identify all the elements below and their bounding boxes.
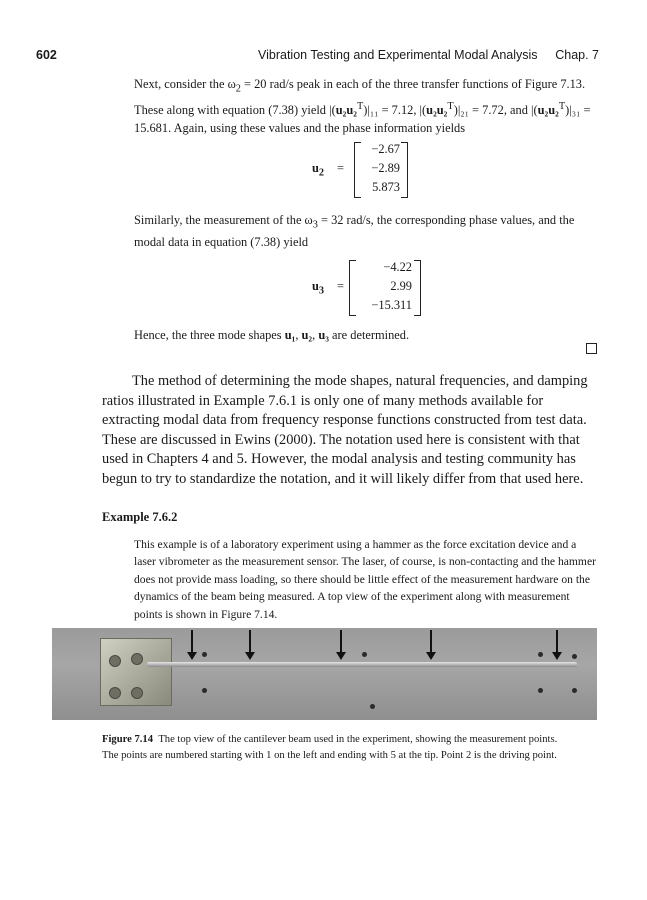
mounting-hole: [538, 652, 543, 657]
similarly-paragraph: Similarly, the measurement of the $\omega_3 = 32$ rad/s, the corresponding phase values, and the modal data in equation (7.38) yield: [134, 213, 575, 249]
mounting-hole: [572, 654, 577, 659]
example-continuation-paragraph: Next, consider the $\omega_2 = 20$ rad/s peak in each of the three transfer functions of Figure 7.13. These along with equation (7.38) yield |(u₂u₂$^T$)|₁₁ = 7.12, |(u₂u₂$^T$)|₂₁ = 7.72, and |(u₂u₂$^T$)|₃₁ = 15.681. Again, using these values and the phase information yields: [134, 77, 591, 135]
matrix-u3-entry-2: 2.99: [390, 279, 412, 293]
clamp-bolt: [109, 687, 121, 699]
mounting-hole: [362, 652, 367, 657]
mounting-hole: [572, 688, 577, 693]
clamp-bolt: [131, 653, 143, 665]
example-body: This example is of a laboratory experiment using a hammer as the force excitation device and a laser vibrometer as the measurement sensor. The laser, of course, is non-contacting and the hammer does not provide mass loading, so there should be little effect of the measurement hardware on the dynamics of the beam being measured. A top view of the experiment along with measurement points is shown in Figure 7.14.: [134, 538, 596, 621]
beam-clamp: [100, 638, 172, 706]
hence-paragraph: Hence, the three mode shapes u₁, u₂, u₃ are determined.: [134, 328, 410, 342]
page-number: 602: [36, 48, 57, 62]
matrix-u3-entry-1: −4.22: [383, 260, 412, 274]
mounting-hole: [202, 688, 207, 693]
chapter-label: Chap. 7: [555, 48, 599, 62]
matrix-u2-entry-3: 5.873: [372, 180, 400, 194]
matrix-u2-entry-2: −2.89: [371, 161, 400, 175]
mounting-hole: [370, 704, 375, 709]
figure-caption-text: The top view of the cantilever beam used in the experiment, showing the measurement points. The points are numbered starting with 1 on the left and ending with 5 at the tip. Point 2 is the driving point.: [102, 734, 558, 761]
example-heading: Example 7.6.2: [102, 510, 178, 524]
running-title: Vibration Testing and Experimental Modal Analysis: [258, 48, 538, 62]
measurement-point-arrow-2: [249, 630, 251, 654]
clamp-bolt: [109, 655, 121, 667]
figure-caption: [102, 732, 560, 763]
matrix-u3-entry-3: −15.311: [371, 298, 412, 312]
matrix-u3: $u_3$ = −4.22 2.99 −15.311: [300, 258, 470, 318]
measurement-point-arrow-5: [556, 630, 558, 654]
mounting-hole: [202, 652, 207, 657]
matrix-u2-entry-1: −2.67: [371, 142, 400, 156]
measurement-point-arrow-1: [191, 630, 193, 654]
main-paragraph: The method of determining the mode shapes, natural frequencies, and damping ratios illustrated in Example 7.6.1 is only one of many methods available for extracting modal data from frequency response functions constructed from test data. These are discussed in Ewins (2000). The notation used here is consistent with that used in Chapters 4 and 5. However, the modal analysis and testing community has begun to try to standardize the notation, and it will likely differ from that used here.: [102, 373, 588, 487]
clamp-bolt: [131, 687, 143, 699]
matrix-u2: $u_2$ = −2.67 −2.89 5.873: [300, 140, 460, 200]
figure-label: Figure 7.14: [102, 734, 154, 745]
end-of-example-square: [586, 343, 597, 354]
running-header: [36, 48, 599, 64]
mounting-hole: [538, 688, 543, 693]
figure-7-14-photo: [52, 628, 597, 720]
measurement-point-arrow-4: [430, 630, 432, 654]
cantilever-beam: [147, 662, 577, 667]
measurement-point-arrow-3: [340, 630, 342, 654]
